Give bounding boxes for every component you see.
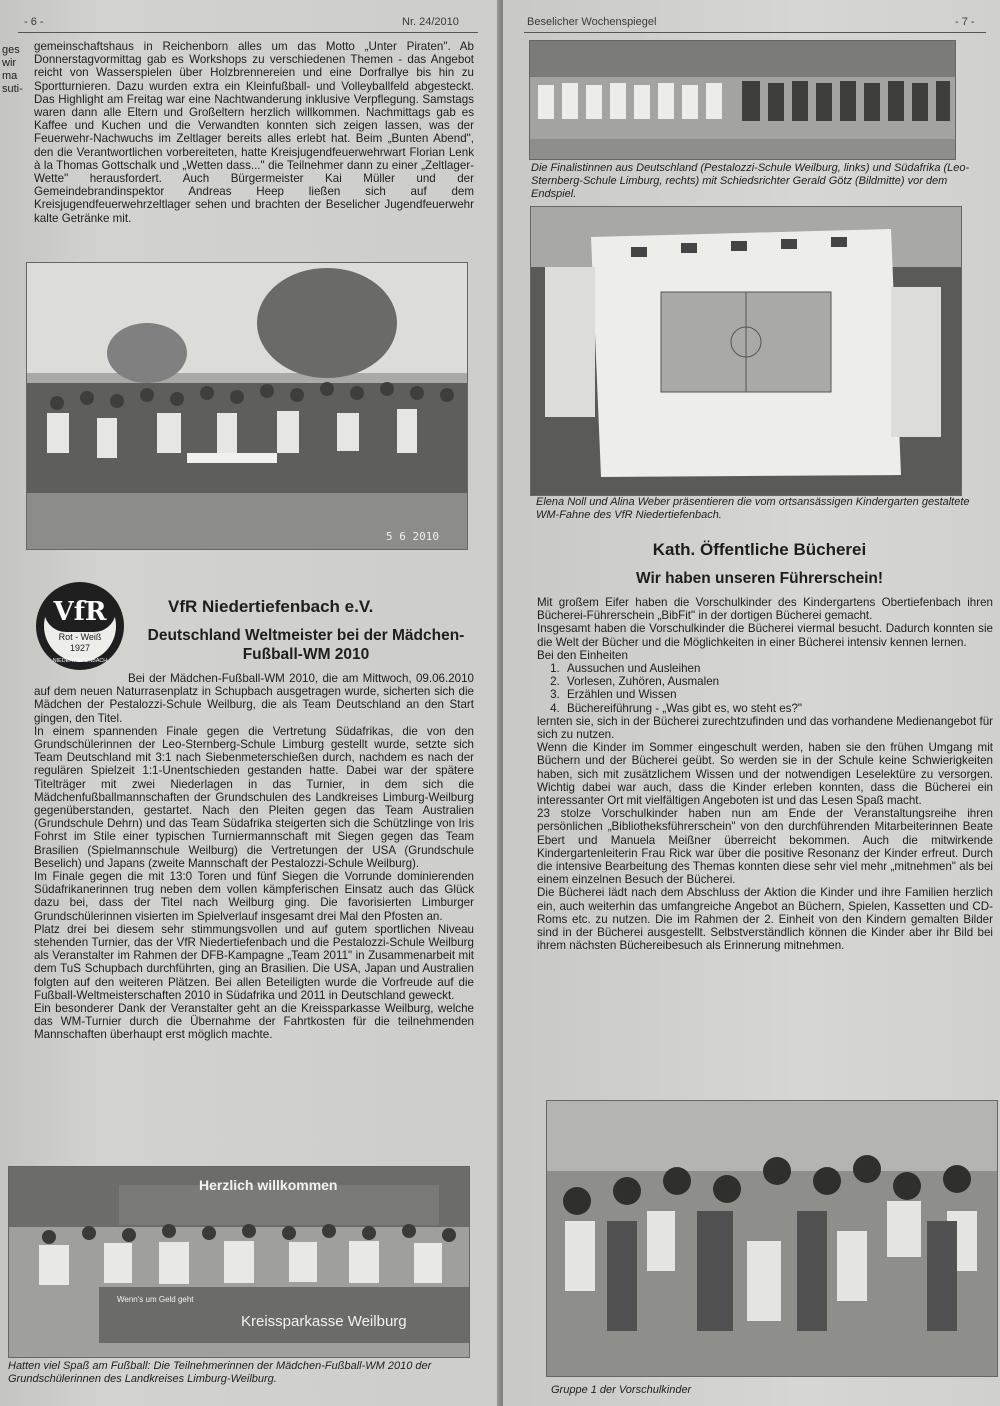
photo-date-stamp: 5 6 2010 bbox=[386, 530, 439, 543]
camp-article-paragraph: gemeinschaftshaus in Reichenborn alles um das Motto „Unter Piraten". Ab Donnerstagvormittag gab es Workshops zu verschiedenen Themen - das Angebot reicht von Wasserspielen über Holzbrennereien und eine Dorfrallye bis hin zu Sportturnieren. Dazu wurden extra ein Kleinfußball- und Volleyballfeld abgesteckt. Das Highlight am Freitag war eine Nachtwanderung inklusive Verpflegung. Samstags waren dann alle Eltern und Großeltern herzlich willkommen. Nachmittags gab es Kaffee und Kuchen und die Verwandten konnten sich zeigen lassen, was der Feuerwehr-Nachwuchs im Zeltlager bereits alles erlebt hat. Beim „Bunten Abend", den die Verantwortlichen vorbereiteten, hatte Kreisjugendfeuerwehrwart Florian Lenk à la Thomas Gottschalk und „Wetten dass..." die Teilnehmer dann zu einer „Zeltlager-Wette" herausfordert. Auch Bürgermeister Kai Müller und der Gemeindebrandinspektor Andreas Heep ließen sich auf dem Kreisjugendfeuerwehrzeltlager sehen und brachten der Beselicher Jugendfeuerwehr kalte Getränke mit. bbox=[34, 40, 474, 225]
article-paragraph: In einem spannenden Finale gegen die Vertretung Südafrikas, die von den Grundschülerinnen der Leo-Sternberg-Schule Limburg gestellt wurde, setzte sich Team Deutschland mit 3:1 nach Siebenmeterschießen durch, nachdem es nach der regulären Spielzeit 1:1-Unentschieden gestanden hatte. Dabei war der spätere Titelträger mit zwei Niederlagen in das Turnier, in dem sich die Mädchenfußballmannschaften der Grundschulen des Landkreises Limburg-Weilburg gegenüberstanden, gestartet. Nach den Pleiten gegen das Team Australien (Grundschule Dehrn) und das Team Südafrika steigerten sich die Schützlinge von Iris Fohrst im Stile einer typischen Turniermannschaft mit Siegen gegen das Team Brasilien (Spielmannschule Weilburg) die Vertretungen der USA (Grundschule Beselich) und Japans (zweite Mannschaft der Pestalozzi-Schule Weilburg). bbox=[34, 724, 474, 870]
library-paragraph: lernten sie, sich in der Bücherei zurechtzufinden und das vorhandene Medienangebot für sich zu nutzen. bbox=[537, 714, 993, 742]
article-paragraph: Ein besonderer Dank der Veranstalter geht an die Kreissparkasse Weilburg, welche das WM-Turnier durch die Übernahme der Fahrtkosten für die teilnehmenden Mannschaften überhaupt erst möglich machte. bbox=[34, 1002, 474, 1042]
library-paragraph: Insgesamt haben die Vorschulkinder die Bücherei viermal besucht. Dadurch konnten sie die Welt der Bücher und die Möglichkeiten in einer Bücherei intensiv kennen lernen. bbox=[537, 622, 993, 649]
camp-photo-image bbox=[27, 263, 467, 549]
article-heading: Deutschland Weltmeister bei der Mädchen-Fußball-WM 2010 bbox=[147, 627, 465, 663]
library-paragraph: Wenn die Kinder im Sommer eingeschult werden, haben sie den frühen Umgang mit Büchern und der Bücherei geübt. So werden sie in der Schule keine Schwierigkeiten haben, sich mit zusätzlichem Wissen und der notwendigen Leselektüre zu versorgen. Wichtig dabei war auch, dass die Kinder erleben konnten, dass die Bücherei ein interessanter Ort mit vielfältigen Angeboten ist und das Lesen Spaß macht. bbox=[537, 741, 993, 808]
margin-fragment: ges bbox=[2, 44, 20, 56]
vfr-logo-letters: VfR bbox=[53, 597, 107, 627]
finalists-photo bbox=[529, 40, 956, 160]
vfr-logo-place: NIEDERTIEFENBACH bbox=[52, 658, 108, 664]
vfr-logo-year: 1927 bbox=[69, 643, 91, 653]
tournament-team-photo bbox=[8, 1166, 470, 1358]
flag-photo bbox=[530, 206, 962, 496]
vfr-logo-emblem bbox=[34, 580, 126, 672]
library-paragraph: Die Bücherei lädt nach dem Abschluss der Aktion die Kinder und ihre Familien herzlich ein, auch weiterhin das umfangreiche Angebot an Büchern, Spielen, Kassetten und CD-Roms etc. zu nutzen. Die im Rahmen der 2. Einheit von den Kindern gemalten Bilder sind in der Bücherei ausgestellt. Selbstverständlich können die Kinder aber ihr Bild bei ihrem nächsten Büchereibesuch als Erinnerung mitnehmen. bbox=[537, 886, 993, 953]
camp-group-photo bbox=[26, 262, 468, 550]
list-item: 2. Vorlesen, Zuhören, Ausmalen bbox=[563, 675, 993, 688]
newspaper-name: Beselicher Wochenspiegel bbox=[527, 16, 657, 28]
preschool-photo-image bbox=[547, 1101, 997, 1376]
vfr-club-logo bbox=[34, 580, 126, 672]
article-paragraph: Im Finale gegen die mit 13:0 Toren und fünf Siegen die Vorrunde dominierenden Südafrikanerinnen trug neben dem vollen kämpferischen Einsatz auch das Glück dazu bei, dass der Titel nach Weilburg ging. Die favorisierten Limburger Grundschülerinnen visierten im Spielverlauf insgesamt drei Mal den Pfosten an. bbox=[34, 870, 474, 923]
list-item: 4. Büchereiführung - „Was gibt es, wo steht es?" bbox=[563, 702, 993, 715]
library-paragraph: 23 stolze Vorschulkinder haben nun am Ende der Veranstaltungsreihe ihren persönlichen „Bibliotheksführerschein" von den durchführenden Mitarbeiterinnen Beate Ebert und Manuela Meißner überreicht bekommen. Auch die mitwirkende Kindergartenleiterin Frau Rick war über die positive Resonanz der Kinder erfreut. Durch die intensive Bearbeitung des Themas konnten diese sehr viel mehr „mitnehmen" als bei einem einzelnen Besuch der Bücherei. bbox=[537, 807, 993, 887]
library-subheading: Wir haben unseren Führerschein! bbox=[635, 570, 884, 587]
vfr-logo-colors: Rot - Weiß bbox=[58, 632, 102, 642]
margin-fragment: ma bbox=[2, 70, 18, 82]
library-list-intro: Bei den Einheiten bbox=[537, 648, 628, 662]
sponsor-banner-text: Kreissparkasse Weilburg bbox=[241, 1313, 407, 1330]
left-header-rule bbox=[18, 32, 478, 33]
list-item: 1. Aussuchen und Ausleihen bbox=[563, 662, 993, 675]
camp-article-text bbox=[34, 40, 474, 225]
library-heading: Kath. Öffentliche Bücherei bbox=[652, 540, 867, 559]
library-units-list bbox=[537, 662, 993, 715]
finalists-photo-image bbox=[530, 41, 955, 159]
issue-number: Nr. 24/2010 bbox=[402, 16, 459, 28]
welcome-banner-text: Herzlich willkommen bbox=[199, 1177, 338, 1193]
library-paragraph: Mit großem Eifer haben die Vorschulkinder des Kindergartens Obertiefenbach ihren Bücherei-Führerschein „BibFit" in der dortigen Bücherei gemacht. bbox=[537, 596, 993, 623]
football-article-text bbox=[34, 672, 474, 1042]
preschool-caption: Gruppe 1 der Vorschulkinder bbox=[551, 1384, 692, 1396]
margin-fragment: suti- bbox=[2, 83, 23, 95]
library-article-text bbox=[537, 596, 993, 952]
flag-photo-image bbox=[531, 207, 961, 495]
flag-caption: Elena Noll und Alina Weber präsentieren die vom ortsansässigen Kindergarten gestaltete WM-Fahne des VfR Niedertiefenbach. bbox=[536, 496, 970, 521]
tournament-photo-caption: Hatten viel Spaß am Fußball: Die Teilnehmerinnen der Mädchen-Fußball-WM 2010 der Grundschülerinnen des Landkreises Limburg-Weilburg. bbox=[8, 1360, 432, 1385]
article-paragraph: Platz drei bei diesem sehr stimmungsvollen und auf gutem sportlichen Niveau stehenden Turnier, das der VfR Niedertiefenbach und die Pestalozzi-Schule Weilburg als Veranstalter im Rahmen der DFB-Kampagne „Team 2011" in Zusammenarbeit mit dem TuS Schupbach durchführten, ging an Brasilien. Die USA, Japan und Australien folgten auf den weiteren Plätzen. Bei allen Beteiligten wurde die Vorfreude auf die Fußball-Weltmeisterschaften 2010 in Südafrika und 2011 in Deutschland geweckt. bbox=[34, 922, 474, 1002]
sponsor-banner-slogan: Wenn's um Geld geht bbox=[117, 1295, 194, 1304]
margin-fragment: wir bbox=[2, 57, 17, 69]
right-header-rule bbox=[524, 32, 986, 33]
preschool-group-photo bbox=[546, 1100, 998, 1377]
right-page-number: - 7 - bbox=[955, 16, 975, 28]
left-page-number: - 6 - bbox=[24, 16, 44, 28]
margin-fragments bbox=[2, 44, 24, 96]
club-heading: VfR Niedertiefenbach e.V. bbox=[168, 597, 374, 616]
article-paragraph: Bei der Mädchen-Fußball-WM 2010, die am Mittwoch, 09.06.2010 auf dem neuen Naturrasenplatz in Schupbach ausgetragen wurde, sicherten sich die Mädchen der Pestalozzi-Schule Weilburg, die als Team Deutschland an den Start gingen, den Titel. bbox=[34, 672, 474, 725]
finalists-caption: Die Finalistinnen aus Deutschland (Pestalozzi-Schule Weilburg, links) und Südafrika (Leo-Sternberg-Schule Limburg, rechts) mit Schiedsrichter Gerald Götz (Bildmitte) vor dem Endspiel. bbox=[531, 162, 970, 200]
list-item: 3. Erzählen und Wissen bbox=[563, 688, 993, 701]
